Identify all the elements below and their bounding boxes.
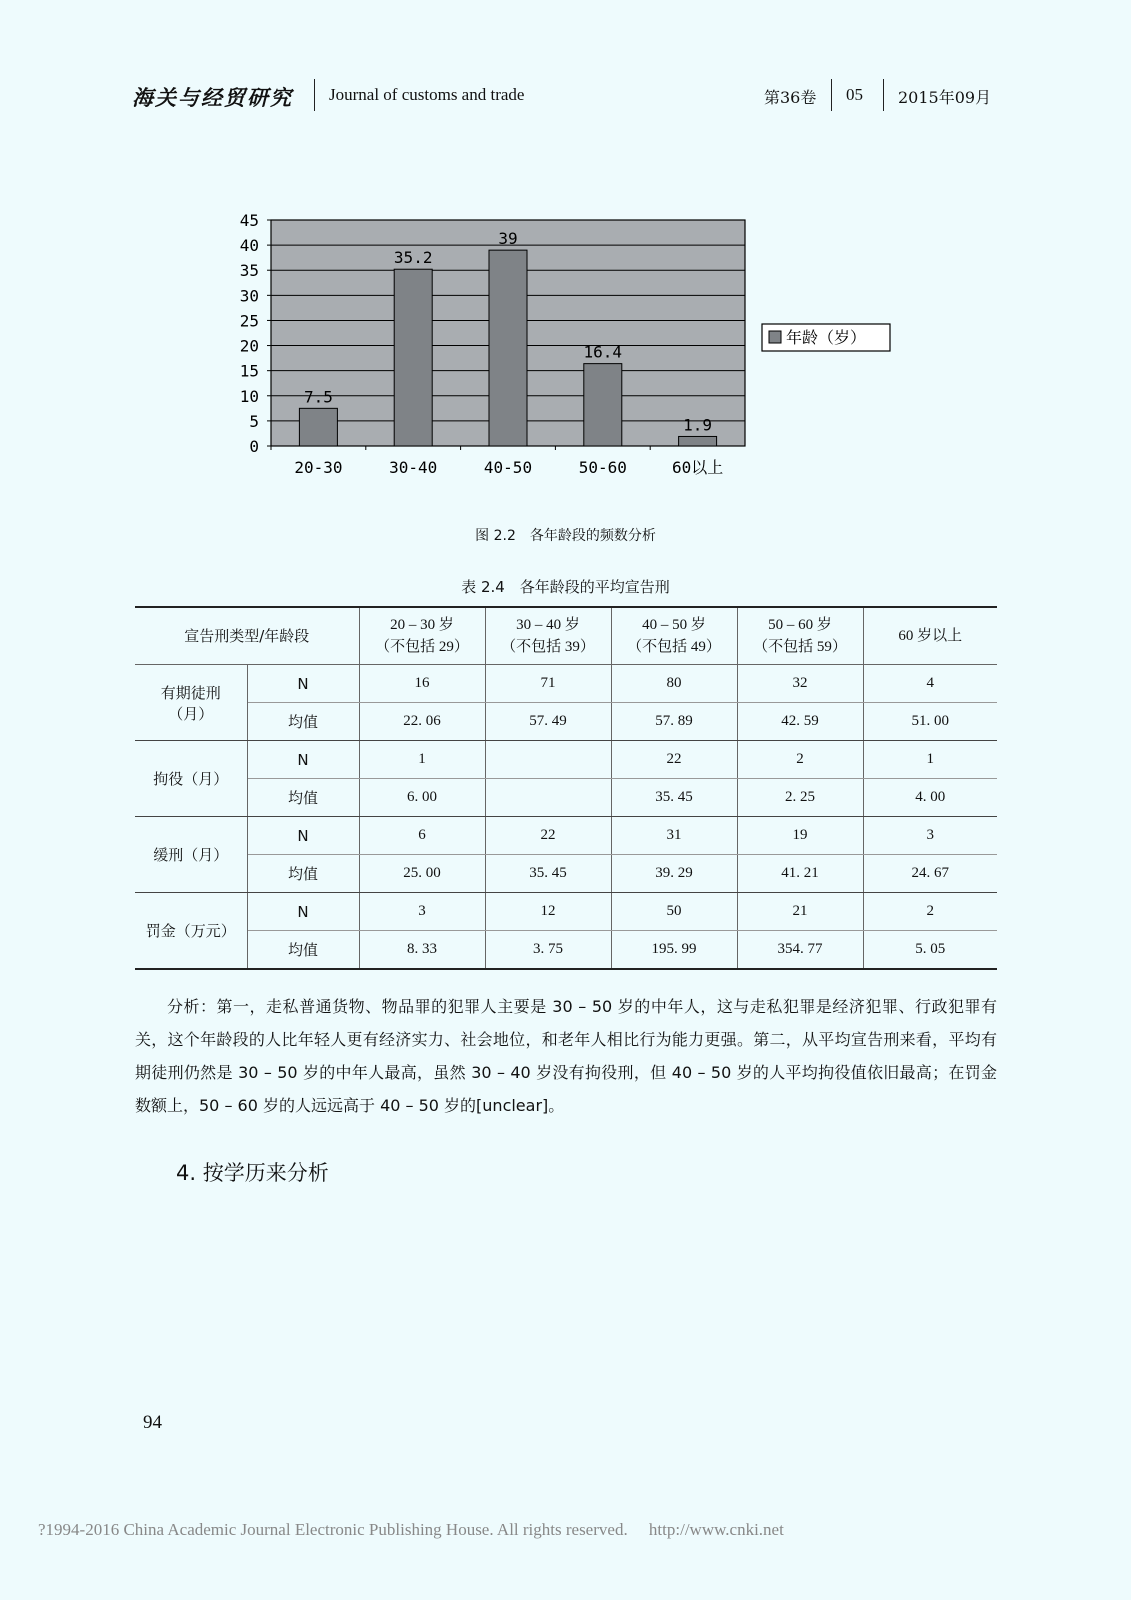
- table-cell: 195. 99: [611, 931, 737, 970]
- journal-name-cn: 海关与经贸研究: [132, 85, 293, 110]
- table-cell: [485, 779, 611, 817]
- table-cell: 21: [737, 893, 863, 931]
- sentence-by-age-table: [135, 606, 997, 970]
- table-cell: 22. 06: [359, 703, 485, 741]
- publication-date: 2015年09月: [898, 88, 992, 107]
- table-row: [135, 703, 997, 741]
- volume-number: 第36卷: [764, 88, 817, 107]
- bar: [584, 364, 622, 446]
- table-cell: [485, 741, 611, 779]
- table-stat-label: N: [247, 741, 359, 779]
- data-label: 35.2: [393, 248, 433, 268]
- table-cell: 39. 29: [611, 855, 737, 893]
- y-tick-label: 40: [239, 236, 259, 256]
- table-cell: 6: [359, 817, 485, 855]
- x-tick-label: 60以上: [671, 458, 724, 477]
- table-cell: 31: [611, 817, 737, 855]
- legend-label: 年龄（岁）: [786, 328, 867, 347]
- table-stat-label: 均值: [247, 779, 359, 817]
- table-column-header: 60 岁以上: [863, 607, 997, 665]
- y-tick-label: 45: [239, 211, 259, 230]
- table-cell: 1: [359, 741, 485, 779]
- table-cell: 24. 67: [863, 855, 997, 893]
- table-cell: 354. 77: [737, 931, 863, 970]
- table-cell: 57. 89: [611, 703, 737, 741]
- table-stat-label: N: [247, 817, 359, 855]
- y-tick-label: 5: [249, 411, 259, 431]
- table-row-group-label: 缓刑（月）: [135, 817, 247, 893]
- table-stat-label: 均值: [247, 703, 359, 741]
- table-cell: 32: [737, 665, 863, 703]
- table-cell: 42. 59: [737, 703, 863, 741]
- table-cell: 35. 45: [611, 779, 737, 817]
- table-cell: 25. 00: [359, 855, 485, 893]
- table-cell: 35. 45: [485, 855, 611, 893]
- table-cell: 71: [485, 665, 611, 703]
- bar: [489, 250, 527, 446]
- x-tick-label: 50-60: [578, 458, 627, 477]
- table-cell: 8. 33: [359, 931, 485, 970]
- table-cell: 4: [863, 665, 997, 703]
- x-tick-label: 20-30: [294, 458, 343, 477]
- bar: [299, 408, 337, 446]
- y-tick-label: 20: [239, 336, 259, 356]
- data-label: 1.9: [683, 415, 713, 435]
- table-column-header: 40 – 50 岁 （不包括 49）: [611, 607, 737, 665]
- y-tick-label: 0: [249, 437, 259, 456]
- header-divider: [314, 79, 315, 111]
- table-cell: 19: [737, 817, 863, 855]
- legend-swatch: [769, 331, 781, 343]
- table-cell: 3: [359, 893, 485, 931]
- bar: [679, 436, 717, 446]
- table-caption: 表 2.4 各年龄段的平均宣告刑: [461, 578, 670, 596]
- table-row: [135, 665, 997, 703]
- table-cell: 22: [485, 817, 611, 855]
- table-cell: 12: [485, 893, 611, 931]
- table-row: [135, 893, 997, 931]
- table-column-header: 20 – 30 岁 （不包括 29）: [359, 607, 485, 665]
- data-label: 16.4: [583, 342, 623, 362]
- table-cell: 3. 75: [485, 931, 611, 970]
- table-cell: 2: [863, 893, 997, 931]
- table-cell: 2. 25: [737, 779, 863, 817]
- table-column-header: 30 – 40 岁 （不包括 39）: [485, 607, 611, 665]
- table-cell: 2: [737, 741, 863, 779]
- table-header-row: [135, 607, 997, 665]
- page-number: 94: [143, 1412, 162, 1433]
- section-heading: 4. 按学历来分析: [176, 1161, 329, 1185]
- y-tick-label: 15: [239, 361, 259, 381]
- x-tick-label: 30-40: [389, 458, 438, 477]
- footer-copyright: ?1994-2016 China Academic Journal Electronic Publishing House. All rights reserved. http://www.cnki.net: [38, 1520, 784, 1539]
- table-cell: 80: [611, 665, 737, 703]
- table-cell: 51. 00: [863, 703, 997, 741]
- table-row: [135, 817, 997, 855]
- table-cell: 4. 00: [863, 779, 997, 817]
- x-tick-label: 40-50: [483, 458, 533, 477]
- table-cell: 16: [359, 665, 485, 703]
- table-row-group-label: 罚金（万元）: [135, 893, 247, 970]
- header-divider: [831, 79, 832, 111]
- table-stat-label: N: [247, 665, 359, 703]
- y-tick-label: 30: [239, 286, 259, 306]
- data-label: 39: [498, 229, 518, 249]
- legend: [762, 324, 890, 351]
- bar: [394, 269, 432, 446]
- table-cell: 1: [863, 741, 997, 779]
- table-header-first: 宣告刑类型/年龄段: [135, 607, 359, 665]
- y-tick-label: 25: [239, 311, 259, 331]
- journal-name-en: Journal of customs and trade: [329, 85, 525, 104]
- table-cell: 50: [611, 893, 737, 931]
- table-cell: 3: [863, 817, 997, 855]
- table-row: [135, 741, 997, 779]
- table-column-header: 50 – 60 岁 （不包括 59）: [737, 607, 863, 665]
- header-divider: [883, 79, 884, 111]
- x-axis-ticks: [271, 446, 723, 477]
- table-row: [135, 855, 997, 893]
- table-cell: 41. 21: [737, 855, 863, 893]
- table-row-group-label: 有期徒刑 （月）: [135, 665, 247, 741]
- table-row: [135, 779, 997, 817]
- analysis-paragraph: 分析：第一，走私普通货物、物品罪的犯罪人主要是 30 – 50 岁的中年人，这与走私犯罪是经济犯罪、行政犯罪有关，这个年龄段的人比年轻人更有经济实力、社会地位，和老年人相比行为能力更强。第二，从平均宣告刑来看，平均有期徒刑仍然是 30 – 50 岁的中年人最高，虽然 30 – 40 岁没有拘役刑，但 40 – 50 岁的人平均拘役值依旧最高；在罚金数额上，50 – 60 岁的人远远高于 40 – 50 岁的[unclear]。: [135, 997, 997, 1115]
- issue-number: 05: [846, 85, 863, 104]
- figure-caption: 图 2.2 各年龄段的频数分析: [475, 528, 656, 544]
- table-cell: 6. 00: [359, 779, 485, 817]
- table-cell: 57. 49: [485, 703, 611, 741]
- table-stat-label: N: [247, 893, 359, 931]
- table-stat-label: 均值: [247, 855, 359, 893]
- table-row-group-label: 拘役（月）: [135, 741, 247, 817]
- y-axis-ticks: [240, 211, 271, 456]
- y-tick-label: 35: [239, 261, 259, 281]
- table-row: [135, 931, 997, 970]
- age-frequency-bar-chart: [220, 205, 900, 490]
- y-tick-label: 10: [239, 386, 259, 406]
- table-cell: 22: [611, 741, 737, 779]
- table-cell: 5. 05: [863, 931, 997, 970]
- data-label: 7.5: [303, 387, 333, 407]
- table-stat-label: 均值: [247, 931, 359, 970]
